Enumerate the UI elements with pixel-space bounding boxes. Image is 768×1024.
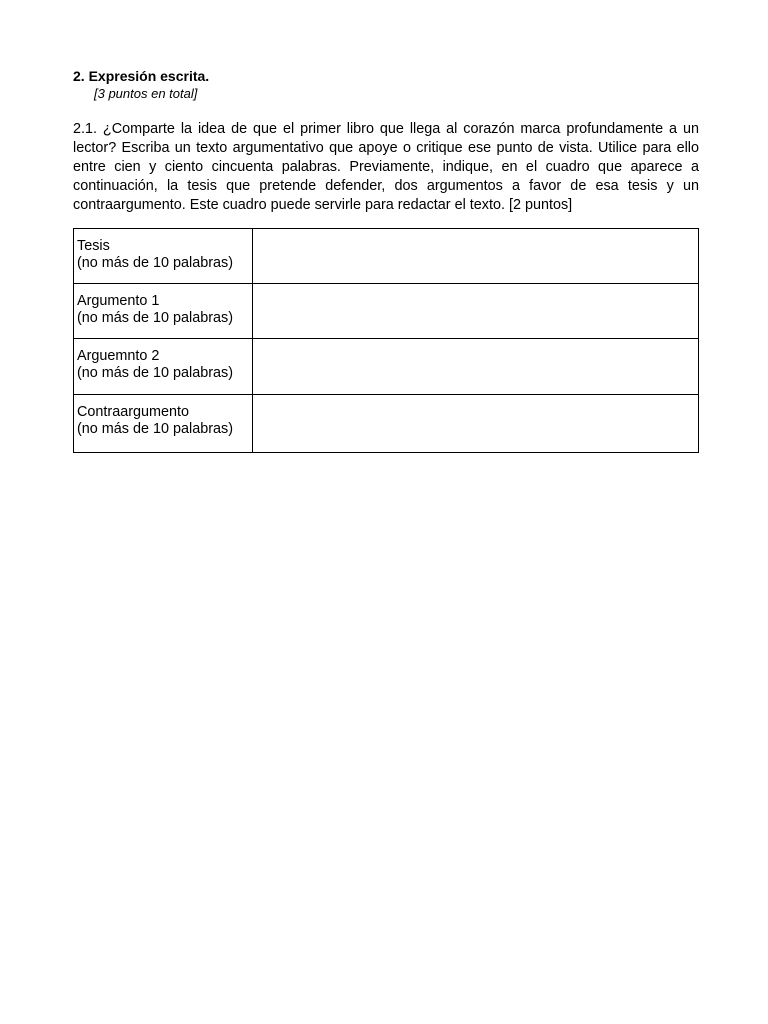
row-label-cell bbox=[74, 339, 253, 395]
row-label-cell bbox=[74, 395, 253, 453]
row-label: Argumento 1 bbox=[77, 293, 160, 309]
row-label: Arguemnto 2 bbox=[77, 348, 160, 364]
row-label-cell bbox=[74, 284, 253, 339]
table-row bbox=[74, 229, 699, 284]
table-row bbox=[74, 395, 699, 453]
exam-page bbox=[73, 67, 699, 453]
answer-cell-argumento-1[interactable] bbox=[253, 284, 699, 339]
answer-cell-argumento-2[interactable] bbox=[253, 339, 699, 395]
row-note: (no más de 10 palabras) bbox=[77, 255, 233, 271]
row-label: Contraargumento bbox=[77, 404, 189, 420]
table-row bbox=[74, 284, 699, 339]
table-row bbox=[74, 339, 699, 395]
row-label: Tesis bbox=[77, 238, 110, 254]
row-note: (no más de 10 palabras) bbox=[77, 421, 233, 437]
question-text: 2.1. ¿Comparte la idea de que el primer libro que llega al corazón marca profundamente a un lector? Escriba un texto argumentativo que apoye o critique ese punto de vista. Utilice para ello entre cien y ciento cincuenta palabras. Previamente, indique, en el cuadro que aparece a continuación, la tesis que pretende defender, dos argumentos a favor de esa tesis y un contraargumento. Este cuadro puede servirle para redactar el texto. [2 puntos] bbox=[73, 121, 699, 213]
answer-table bbox=[73, 228, 699, 453]
row-label-cell bbox=[74, 229, 253, 284]
answer-cell-contraargumento[interactable] bbox=[253, 395, 699, 453]
row-note: (no más de 10 palabras) bbox=[77, 365, 233, 381]
section-title: 2. Expresión escrita. bbox=[73, 68, 210, 84]
section-points: [3 puntos en total] bbox=[94, 86, 198, 101]
row-note: (no más de 10 palabras) bbox=[77, 310, 233, 326]
answer-cell-tesis[interactable] bbox=[253, 229, 699, 284]
